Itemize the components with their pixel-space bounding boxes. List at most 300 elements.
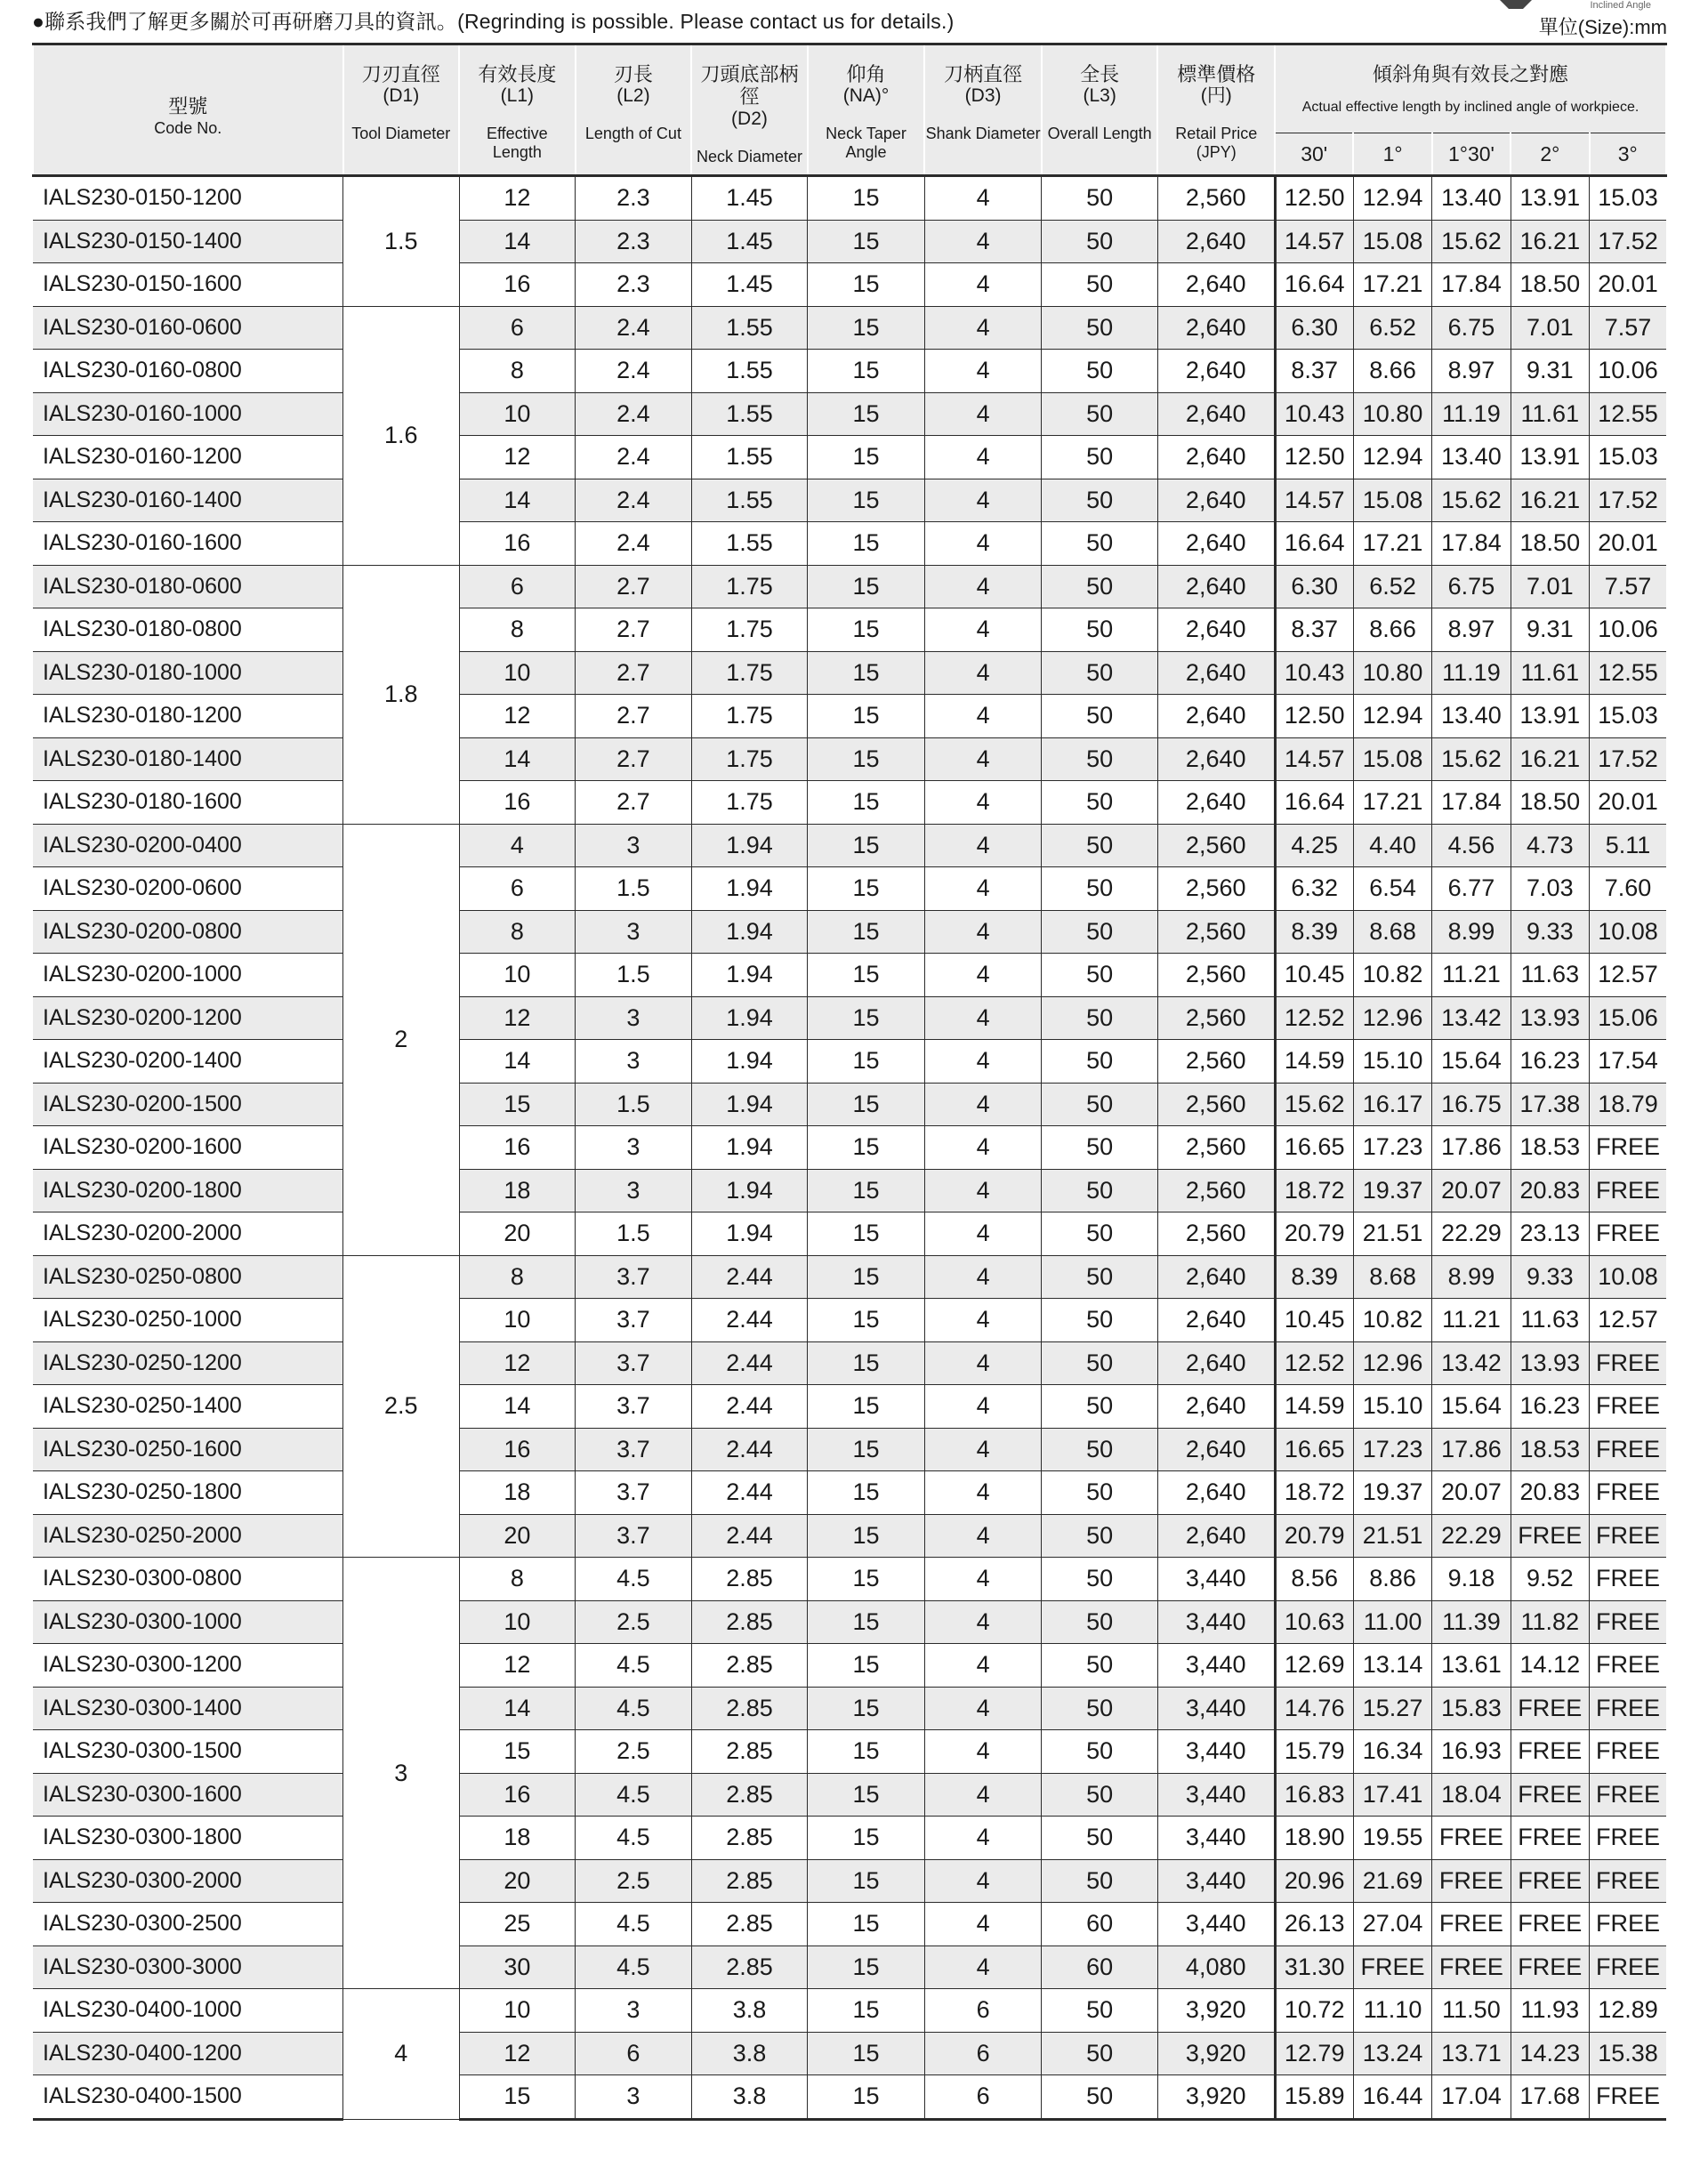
- cell-code: IALS230-0150-1200: [33, 176, 343, 221]
- cell-a3: FREE: [1590, 1773, 1667, 1817]
- cell-na: 15: [808, 350, 925, 393]
- cell-a2: 7.03: [1511, 867, 1589, 911]
- cell-l1: 8: [459, 608, 576, 652]
- cell-a30: 26.13: [1275, 1903, 1353, 1946]
- cell-na: 15: [808, 651, 925, 695]
- table-row: [33, 1730, 1666, 1774]
- cell-a2: 4.73: [1511, 824, 1589, 867]
- cell-l3: 50: [1042, 1859, 1158, 1903]
- cell-d2: 2.44: [691, 1341, 808, 1385]
- cell-l3: 50: [1042, 1817, 1158, 1860]
- cell-d3: 6: [924, 1989, 1042, 2033]
- cell-l3: 50: [1042, 220, 1158, 263]
- cell-a1: 21.51: [1353, 1514, 1431, 1558]
- cell-l1: 12: [459, 1341, 576, 1385]
- cell-code: IALS230-0160-0600: [33, 306, 343, 350]
- table-row: [33, 1341, 1666, 1385]
- cell-l2: 2.4: [576, 479, 692, 522]
- cell-d1: 3: [343, 1558, 460, 1989]
- cell-d2: 2.85: [691, 1600, 808, 1644]
- cell-a2: 18.53: [1511, 1428, 1589, 1471]
- inclined-angle-label: Inclined Angle: [1590, 0, 1651, 11]
- cell-d2: 1.55: [691, 392, 808, 436]
- cell-l2: 4.5: [576, 1773, 692, 1817]
- cell-l1: 14: [459, 1687, 576, 1730]
- cell-price: 2,640: [1157, 1428, 1275, 1471]
- cell-l2: 3: [576, 1989, 692, 2033]
- cell-code: IALS230-0160-1000: [33, 392, 343, 436]
- cell-l2: 3.7: [576, 1471, 692, 1515]
- cell-a2: 11.93: [1511, 1989, 1589, 2033]
- cell-na: 15: [808, 1341, 925, 1385]
- cell-a1: 19.55: [1353, 1817, 1431, 1860]
- cell-na: 15: [808, 436, 925, 479]
- cell-a3: 12.55: [1590, 392, 1667, 436]
- cell-a130: 13.40: [1432, 436, 1511, 479]
- cell-d3: 4: [924, 479, 1042, 522]
- cell-a1: 10.82: [1353, 1299, 1431, 1342]
- cell-price: 3,440: [1157, 1859, 1275, 1903]
- cell-a130: FREE: [1432, 1946, 1511, 1989]
- cell-a30: 12.50: [1275, 176, 1353, 221]
- cell-l3: 50: [1042, 1385, 1158, 1429]
- cell-l1: 14: [459, 1385, 576, 1429]
- cell-code: IALS230-0200-1800: [33, 1169, 343, 1212]
- spec-table: [32, 43, 1667, 2121]
- cell-a130: 8.99: [1432, 1255, 1511, 1299]
- cell-price: 2,560: [1157, 867, 1275, 911]
- cell-price: 2,560: [1157, 1212, 1275, 1256]
- cell-a130: 15.62: [1432, 220, 1511, 263]
- cell-a3: 17.52: [1590, 479, 1667, 522]
- cell-a2: 13.91: [1511, 436, 1589, 479]
- cell-d2: 1.94: [691, 996, 808, 1040]
- cell-l2: 2.5: [576, 1859, 692, 1903]
- cell-a1: 21.51: [1353, 1212, 1431, 1256]
- cell-a1: 17.41: [1353, 1773, 1431, 1817]
- cell-l2: 3: [576, 2075, 692, 2120]
- cell-a130: 20.07: [1432, 1471, 1511, 1515]
- cell-l2: 3.7: [576, 1341, 692, 1385]
- cell-na: 15: [808, 1040, 925, 1084]
- table-row: [33, 867, 1666, 911]
- cell-a130: 22.29: [1432, 1212, 1511, 1256]
- cell-d3: 4: [924, 1299, 1042, 1342]
- cell-a1: 15.08: [1353, 737, 1431, 781]
- table-row: [33, 1083, 1666, 1126]
- cell-d2: 2.85: [691, 1644, 808, 1688]
- cell-a3: 20.01: [1590, 781, 1667, 825]
- cell-a130: 11.19: [1432, 651, 1511, 695]
- cell-na: 15: [808, 1644, 925, 1688]
- cell-a130: 13.71: [1432, 2032, 1511, 2075]
- cell-a3: FREE: [1590, 1600, 1667, 1644]
- cell-d3: 4: [924, 1817, 1042, 1860]
- cell-l3: 50: [1042, 1687, 1158, 1730]
- cell-price: 3,920: [1157, 2075, 1275, 2120]
- cell-l1: 18: [459, 1817, 576, 1860]
- cell-l1: 10: [459, 1989, 576, 2033]
- cell-d3: 4: [924, 1514, 1042, 1558]
- header-l3: 全長 (L3) Overall Length: [1042, 44, 1158, 176]
- cell-a3: 17.52: [1590, 220, 1667, 263]
- cell-l3: 50: [1042, 824, 1158, 867]
- cell-code: IALS230-0180-1000: [33, 651, 343, 695]
- cell-price: 2,640: [1157, 1255, 1275, 1299]
- cell-a1: 15.10: [1353, 1385, 1431, 1429]
- cell-l3: 50: [1042, 1600, 1158, 1644]
- cell-code: IALS230-0400-1200: [33, 2032, 343, 2075]
- cell-a30: 12.52: [1275, 1341, 1353, 1385]
- cell-l3: 50: [1042, 954, 1158, 997]
- cell-price: 3,440: [1157, 1773, 1275, 1817]
- cell-l3: 50: [1042, 392, 1158, 436]
- cell-a30: 6.30: [1275, 565, 1353, 608]
- cell-l3: 50: [1042, 436, 1158, 479]
- cell-d3: 4: [924, 1428, 1042, 1471]
- cell-na: 15: [808, 1385, 925, 1429]
- cell-a2: 11.61: [1511, 392, 1589, 436]
- cell-a130: 15.62: [1432, 479, 1511, 522]
- cell-na: 15: [808, 824, 925, 867]
- cell-code: IALS230-0300-1800: [33, 1817, 343, 1860]
- cell-a130: 15.64: [1432, 1385, 1511, 1429]
- cell-d3: 4: [924, 1946, 1042, 1989]
- table-row: [33, 1687, 1666, 1730]
- cell-l3: 50: [1042, 1169, 1158, 1212]
- cell-l1: 16: [459, 522, 576, 566]
- cell-l2: 1.5: [576, 1083, 692, 1126]
- cell-l3: 50: [1042, 1730, 1158, 1774]
- cell-a2: 14.23: [1511, 2032, 1589, 2075]
- cell-d2: 2.85: [691, 1687, 808, 1730]
- cell-a1: 10.80: [1353, 651, 1431, 695]
- cell-code: IALS230-0250-1400: [33, 1385, 343, 1429]
- unit-badge: [1539, 0, 1667, 41]
- cell-l1: 8: [459, 350, 576, 393]
- cell-price: 2,640: [1157, 1299, 1275, 1342]
- table-row: [33, 1428, 1666, 1471]
- cell-l1: 8: [459, 1255, 576, 1299]
- cell-a130: 6.75: [1432, 306, 1511, 350]
- cell-code: IALS230-0180-1400: [33, 737, 343, 781]
- cell-l1: 10: [459, 954, 576, 997]
- cell-l1: 10: [459, 392, 576, 436]
- cell-a30: 15.79: [1275, 1730, 1353, 1774]
- cell-l1: 20: [459, 1514, 576, 1558]
- cell-d3: 4: [924, 910, 1042, 954]
- cell-d2: 2.44: [691, 1255, 808, 1299]
- cell-l2: 3.7: [576, 1299, 692, 1342]
- header-angle-1deg: 1°: [1353, 133, 1431, 176]
- cell-d2: 1.55: [691, 522, 808, 566]
- cell-d3: 4: [924, 608, 1042, 652]
- cell-price: 2,560: [1157, 996, 1275, 1040]
- cell-price: 2,640: [1157, 1385, 1275, 1429]
- cell-a2: 7.01: [1511, 565, 1589, 608]
- cell-l2: 4.5: [576, 1558, 692, 1601]
- cell-a130: 17.84: [1432, 781, 1511, 825]
- cell-code: IALS230-0200-0600: [33, 867, 343, 911]
- cell-price: 2,640: [1157, 479, 1275, 522]
- cell-a130: 8.97: [1432, 608, 1511, 652]
- cell-l2: 4.5: [576, 1687, 692, 1730]
- cell-d2: 1.75: [691, 608, 808, 652]
- cell-price: 2,640: [1157, 651, 1275, 695]
- cell-l2: 2.7: [576, 737, 692, 781]
- cell-l1: 12: [459, 695, 576, 738]
- cell-l1: 12: [459, 1644, 576, 1688]
- cell-a3: FREE: [1590, 1903, 1667, 1946]
- cell-l3: 50: [1042, 1040, 1158, 1084]
- cell-a2: FREE: [1511, 1946, 1589, 1989]
- cell-na: 15: [808, 954, 925, 997]
- cell-a30: 14.59: [1275, 1040, 1353, 1084]
- table-row: [33, 306, 1666, 350]
- cell-a3: FREE: [1590, 1385, 1667, 1429]
- cell-na: 15: [808, 1687, 925, 1730]
- cell-l3: 50: [1042, 1471, 1158, 1515]
- cell-l2: 3.7: [576, 1428, 692, 1471]
- cell-a2: 16.21: [1511, 737, 1589, 781]
- cell-l1: 15: [459, 1730, 576, 1774]
- cell-l2: 4.5: [576, 1817, 692, 1860]
- cell-d3: 6: [924, 2075, 1042, 2120]
- cell-a2: 9.31: [1511, 608, 1589, 652]
- cell-code: IALS230-0180-1200: [33, 695, 343, 738]
- cell-l1: 12: [459, 2032, 576, 2075]
- cell-a3: FREE: [1590, 1644, 1667, 1688]
- cell-a2: 9.33: [1511, 910, 1589, 954]
- cell-a1: 13.24: [1353, 2032, 1431, 2075]
- cell-na: 15: [808, 695, 925, 738]
- header-angle-2deg: 2°: [1511, 133, 1589, 176]
- cell-a2: 16.21: [1511, 220, 1589, 263]
- cell-a3: 12.57: [1590, 954, 1667, 997]
- cell-a30: 16.83: [1275, 1773, 1353, 1817]
- table-row: [33, 824, 1666, 867]
- cell-l2: 3: [576, 910, 692, 954]
- cell-l2: 2.7: [576, 781, 692, 825]
- cell-na: 15: [808, 392, 925, 436]
- cell-a30: 14.57: [1275, 737, 1353, 781]
- table-row: [33, 565, 1666, 608]
- cell-code: IALS230-0400-1500: [33, 2075, 343, 2120]
- cell-a3: FREE: [1590, 1946, 1667, 1989]
- cell-code: IALS230-0300-0800: [33, 1558, 343, 1601]
- cell-a130: FREE: [1432, 1859, 1511, 1903]
- cell-a130: 11.50: [1432, 1989, 1511, 2033]
- cell-a30: 12.79: [1275, 2032, 1353, 2075]
- unit-label: 單位(Size):mm: [1538, 16, 1667, 38]
- cell-a1: 19.37: [1353, 1471, 1431, 1515]
- cell-d3: 4: [924, 350, 1042, 393]
- cell-a30: 18.90: [1275, 1817, 1353, 1860]
- cell-d3: 4: [924, 392, 1042, 436]
- table-row: [33, 1471, 1666, 1515]
- cell-code: IALS230-0160-0800: [33, 350, 343, 393]
- cell-a2: 7.01: [1511, 306, 1589, 350]
- cell-a1: 17.21: [1353, 522, 1431, 566]
- cell-d1: 1.6: [343, 306, 460, 565]
- table-header: [33, 44, 1666, 176]
- cell-a1: 17.21: [1353, 781, 1431, 825]
- cell-price: 2,560: [1157, 824, 1275, 867]
- cell-a3: 15.03: [1590, 176, 1667, 221]
- cell-l1: 10: [459, 1299, 576, 1342]
- cell-d2: 1.75: [691, 737, 808, 781]
- cell-a30: 18.72: [1275, 1471, 1353, 1515]
- cell-price: 2,560: [1157, 1169, 1275, 1212]
- cell-d2: 3.8: [691, 2075, 808, 2120]
- cell-l2: 3: [576, 1040, 692, 1084]
- header-angle-30min: 30': [1275, 133, 1353, 176]
- cell-na: 15: [808, 263, 925, 307]
- cell-code: IALS230-0250-0800: [33, 1255, 343, 1299]
- cell-d3: 4: [924, 220, 1042, 263]
- cell-a3: FREE: [1590, 1514, 1667, 1558]
- cell-l1: 30: [459, 1946, 576, 1989]
- cell-d1: 2: [343, 824, 460, 1255]
- cell-price: 3,440: [1157, 1644, 1275, 1688]
- cell-a3: 20.01: [1590, 522, 1667, 566]
- table-row: [33, 263, 1666, 307]
- cell-d2: 1.75: [691, 781, 808, 825]
- cell-code: IALS230-0200-0400: [33, 824, 343, 867]
- cell-l1: 14: [459, 479, 576, 522]
- table-row: [33, 1859, 1666, 1903]
- cell-price: 2,640: [1157, 781, 1275, 825]
- cell-a130: 13.61: [1432, 1644, 1511, 1688]
- table-row: [33, 695, 1666, 738]
- cell-na: 15: [808, 867, 925, 911]
- cell-l3: 50: [1042, 737, 1158, 781]
- cell-a1: 8.66: [1353, 350, 1431, 393]
- cell-a1: 12.96: [1353, 1341, 1431, 1385]
- cell-d2: 1.75: [691, 695, 808, 738]
- cell-a3: 12.57: [1590, 1299, 1667, 1342]
- cell-l2: 2.7: [576, 565, 692, 608]
- cell-price: 2,640: [1157, 695, 1275, 738]
- cell-code: IALS230-0200-0800: [33, 910, 343, 954]
- cell-a30: 14.57: [1275, 220, 1353, 263]
- cell-l2: 4.5: [576, 1903, 692, 1946]
- cell-a3: FREE: [1590, 1687, 1667, 1730]
- cell-price: 2,640: [1157, 1471, 1275, 1515]
- cell-d3: 4: [924, 1600, 1042, 1644]
- cell-a3: 7.60: [1590, 867, 1667, 911]
- table-row: [33, 651, 1666, 695]
- cell-a3: FREE: [1590, 2075, 1667, 2120]
- cell-na: 15: [808, 1859, 925, 1903]
- cell-l1: 16: [459, 1126, 576, 1170]
- cell-d3: 4: [924, 522, 1042, 566]
- cell-d2: 3.8: [691, 1989, 808, 2033]
- cell-a30: 15.89: [1275, 2075, 1353, 2120]
- cell-l3: 60: [1042, 1946, 1158, 1989]
- cell-l1: 12: [459, 176, 576, 221]
- cell-code: IALS230-0300-1000: [33, 1600, 343, 1644]
- cell-l2: 3: [576, 1126, 692, 1170]
- cell-na: 15: [808, 1989, 925, 2033]
- cell-a3: FREE: [1590, 1817, 1667, 1860]
- cell-a1: 17.21: [1353, 263, 1431, 307]
- cell-price: 3,440: [1157, 1600, 1275, 1644]
- header-l2: 刃長 (L2) Length of Cut: [576, 44, 692, 176]
- cell-a2: 17.38: [1511, 1083, 1589, 1126]
- cell-a130: 6.77: [1432, 867, 1511, 911]
- cell-price: 2,640: [1157, 263, 1275, 307]
- cell-code: IALS230-0300-1400: [33, 1687, 343, 1730]
- header-d2: 刀頭底部柄徑 (D2) Neck Diameter: [691, 44, 808, 176]
- cell-l1: 15: [459, 2075, 576, 2120]
- cell-l2: 2.3: [576, 176, 692, 221]
- cell-a1: 8.68: [1353, 910, 1431, 954]
- cell-a30: 16.64: [1275, 781, 1353, 825]
- cell-a30: 6.32: [1275, 867, 1353, 911]
- cell-a1: FREE: [1353, 1946, 1431, 1989]
- cell-d1: 1.5: [343, 176, 460, 307]
- header-d3: 刀柄直徑 (D3) Shank Diameter: [924, 44, 1042, 176]
- table-row: [33, 910, 1666, 954]
- cell-d2: 1.75: [691, 565, 808, 608]
- cell-l2: 2.5: [576, 1600, 692, 1644]
- cell-l2: 3: [576, 824, 692, 867]
- cell-d3: 4: [924, 824, 1042, 867]
- cell-price: 3,440: [1157, 1817, 1275, 1860]
- cell-price: 2,640: [1157, 565, 1275, 608]
- cell-l3: 50: [1042, 1083, 1158, 1126]
- cell-code: IALS230-0300-1500: [33, 1730, 343, 1774]
- cell-a130: 6.75: [1432, 565, 1511, 608]
- table-row: [33, 522, 1666, 566]
- cell-na: 15: [808, 1514, 925, 1558]
- cell-l3: 50: [1042, 608, 1158, 652]
- cell-a1: 8.68: [1353, 1255, 1431, 1299]
- cell-a3: 18.79: [1590, 1083, 1667, 1126]
- cell-d3: 4: [924, 867, 1042, 911]
- cell-l3: 50: [1042, 781, 1158, 825]
- cell-code: IALS230-0250-1800: [33, 1471, 343, 1515]
- cell-na: 15: [808, 2075, 925, 2120]
- table-row: [33, 1600, 1666, 1644]
- cell-a3: FREE: [1590, 1558, 1667, 1601]
- cell-d3: 4: [924, 1859, 1042, 1903]
- table-row: [33, 350, 1666, 393]
- cell-a130: FREE: [1432, 1817, 1511, 1860]
- cell-d3: 4: [924, 1212, 1042, 1256]
- cell-a3: 10.08: [1590, 910, 1667, 954]
- cell-a1: 12.94: [1353, 176, 1431, 221]
- header-code: 型號 Code No.: [33, 44, 343, 176]
- cell-a30: 12.69: [1275, 1644, 1353, 1688]
- table-row: [33, 220, 1666, 263]
- cell-a30: 12.52: [1275, 996, 1353, 1040]
- cell-na: 15: [808, 1558, 925, 1601]
- cell-d3: 4: [924, 1341, 1042, 1385]
- inclined-angle-icon: [1498, 0, 1534, 9]
- cell-l1: 14: [459, 1040, 576, 1084]
- cell-price: 2,640: [1157, 522, 1275, 566]
- cell-d3: 4: [924, 651, 1042, 695]
- cell-code: IALS230-0200-1000: [33, 954, 343, 997]
- cell-code: IALS230-0300-1200: [33, 1644, 343, 1688]
- cell-d2: 2.85: [691, 1817, 808, 1860]
- cell-a130: 8.97: [1432, 350, 1511, 393]
- cell-a2: 13.91: [1511, 176, 1589, 221]
- cell-a1: 12.94: [1353, 436, 1431, 479]
- cell-a2: 13.93: [1511, 996, 1589, 1040]
